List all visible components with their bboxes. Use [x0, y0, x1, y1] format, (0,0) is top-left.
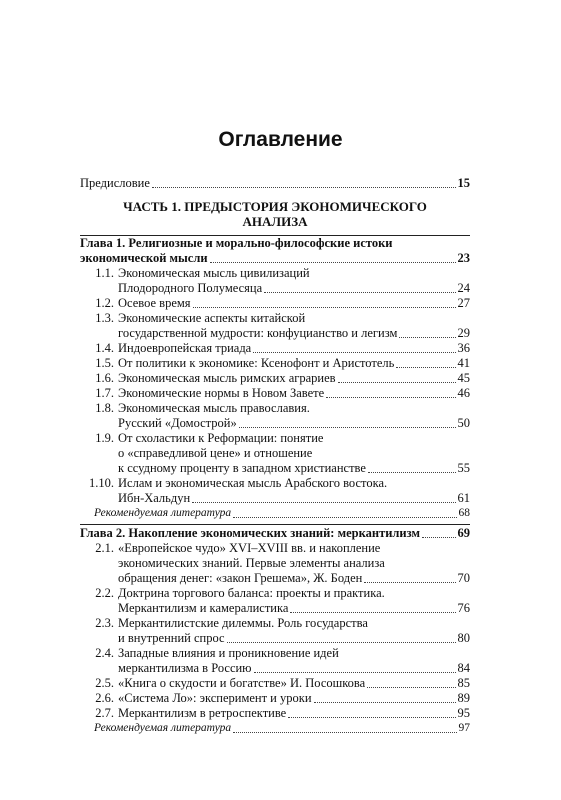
leader-dots — [367, 687, 455, 688]
toc-entry-number: 1.7. — [95, 385, 114, 400]
toc-chapter-1[interactable] — [80, 236, 470, 266]
chapter-2-items — [95, 540, 470, 721]
toc-entry-title-line: Плодородного Полумесяца — [118, 280, 263, 295]
toc-entry-title-line: экономических знаний. Первые элементы анализа — [118, 555, 385, 570]
page-title: Оглавление — [218, 128, 343, 151]
toc-entry-page: 76 — [457, 600, 470, 615]
part-heading-line2: АНАЛИЗА — [242, 214, 308, 229]
leader-dots — [396, 367, 455, 368]
leader-dots — [233, 517, 456, 518]
toc-recommended-literature-2[interactable] — [94, 721, 470, 736]
leader-dots — [233, 732, 456, 733]
toc-entry[interactable] — [95, 265, 470, 296]
toc-entry-title-line: к ссудному проценту в западном христианстве — [118, 460, 366, 475]
toc-entry-number: 1.5. — [95, 355, 114, 370]
toc-entry-number: 1.9. — [95, 430, 114, 445]
leader-dots — [326, 397, 455, 398]
toc-entry-page: 70 — [457, 570, 470, 585]
toc-entry-page: 45 — [457, 370, 470, 385]
table-of-contents — [80, 176, 470, 736]
leader-dots — [399, 337, 455, 338]
toc-entry[interactable] — [95, 585, 470, 616]
toc-recommended-literature-1[interactable] — [94, 506, 470, 521]
toc-entry-page: 89 — [457, 690, 470, 705]
part-heading — [80, 199, 470, 229]
leader-dots — [288, 717, 455, 718]
leader-dots — [227, 642, 456, 643]
toc-entry-title-line: и внутренний спрос — [118, 630, 225, 645]
toc-entry[interactable] — [95, 310, 470, 341]
toc-entry-title-line: «Европейское чудо» XVI–XVIII вв. и накопление — [118, 540, 381, 555]
toc-entry-title-line: Осевое время — [118, 295, 191, 310]
toc-entry-page: 80 — [457, 630, 470, 645]
toc-entry-page: 46 — [457, 385, 470, 400]
toc-entry[interactable] — [95, 370, 470, 386]
toc-entry-number: 2.3. — [95, 615, 114, 630]
toc-entry-page: 61 — [457, 490, 470, 505]
toc-entry[interactable] — [95, 295, 470, 311]
toc-entry[interactable] — [95, 675, 470, 691]
toc-entry-number: 1.1. — [95, 265, 114, 280]
toc-entry-title-line: Экономические нормы в Новом Завете — [118, 385, 325, 400]
toc-entry-title-line: Западные влияния и проникновение идей — [118, 645, 339, 660]
toc-entry-number: 1.10. — [89, 475, 114, 490]
rec-page: 97 — [458, 721, 470, 734]
rec-label: Рекомендуемая литература — [94, 506, 232, 519]
chapter-1-items — [89, 265, 470, 506]
toc-entry[interactable] — [95, 340, 470, 356]
toc-entry-title-line: Экономическая мысль цивилизаций — [118, 265, 310, 280]
rec-label: Рекомендуемая литература — [94, 721, 232, 734]
toc-preface[interactable] — [80, 176, 470, 191]
toc-entry-page: 41 — [457, 355, 470, 370]
toc-preface-label: Предисловие — [80, 176, 150, 190]
chapter-1-page: 23 — [457, 250, 470, 265]
toc-entry-page: 27 — [457, 295, 470, 310]
leader-dots — [254, 672, 456, 673]
toc-entry-number: 2.4. — [95, 645, 114, 660]
part-heading-line1: ЧАСТЬ 1. ПРЕДЫСТОРИЯ ЭКОНОМИЧЕСКОГО — [123, 199, 427, 214]
leader-dots — [338, 382, 456, 383]
toc-entry-title-line: о «справедливой цене» и отношение — [118, 445, 313, 460]
toc-entry-title-line: Доктрина торгового баланса: проекты и практика. — [118, 585, 385, 600]
toc-entry-number: 2.6. — [95, 690, 114, 705]
leader-dots — [239, 427, 456, 428]
toc-entry-title-line: Ибн-Хальдун — [118, 490, 191, 505]
toc-entry-page: 55 — [457, 460, 470, 475]
toc-entry-title-line: Индоевропейская триада — [118, 340, 252, 355]
toc-entry-number: 2.7. — [95, 705, 114, 720]
toc-entry-title-line: государственной мудрости: конфуцианство и легизм — [118, 325, 398, 340]
toc-entry-page: 24 — [457, 280, 470, 295]
toc-entry-title-line: Русский «Домострой» — [118, 415, 237, 430]
chapter-1-title-line2: экономической мысли — [80, 250, 208, 265]
leader-dots — [193, 307, 456, 308]
leader-dots — [253, 352, 455, 353]
toc-entry-title-line: меркантилизма в Россию — [118, 660, 252, 675]
toc-entry-number: 1.8. — [95, 400, 114, 415]
toc-entry-number: 1.4. — [95, 340, 114, 355]
leader-dots — [314, 702, 456, 703]
toc-entry[interactable] — [95, 355, 470, 371]
toc-entry-page: 29 — [457, 325, 470, 340]
toc-entry-title-line: «Книга о скудости и богатстве» И. Посошкова — [118, 675, 366, 690]
toc-entry-title-line: Меркантилистские дилеммы. Роль государства — [118, 615, 368, 630]
toc-entry[interactable] — [95, 690, 470, 706]
toc-entry-title-line: Экономическая мысль православия. — [118, 400, 310, 415]
toc-entry[interactable] — [95, 430, 470, 476]
toc-entry[interactable] — [95, 615, 470, 646]
toc-preface-page: 15 — [457, 176, 470, 190]
toc-entry-title-line: От схоластики к Реформации: понятие — [118, 430, 324, 445]
toc-entry[interactable] — [95, 540, 470, 586]
toc-entry-page: 95 — [457, 705, 470, 720]
toc-entry[interactable] — [95, 705, 470, 721]
toc-entry-number: 2.5. — [95, 675, 114, 690]
toc-entry-page: 36 — [457, 340, 470, 355]
toc-entry-title-line: «Система Ло»: эксперимент и уроки — [118, 690, 312, 705]
leader-dots — [290, 612, 455, 613]
leader-dots — [210, 262, 456, 263]
toc-entry-title-line: обращения денег: «закон Грешема», Ж. Боден — [118, 570, 363, 585]
toc-entry[interactable] — [95, 645, 470, 676]
toc-chapter-2[interactable] — [80, 526, 470, 541]
toc-entry-number: 1.2. — [95, 295, 114, 310]
toc-entry-title-line: Ислам и экономическая мысль Арабского востока. — [118, 475, 388, 490]
toc-entry[interactable] — [95, 400, 470, 431]
chapter-2-page: 69 — [457, 525, 470, 540]
leader-dots — [364, 582, 455, 583]
toc-entry-title-line: Меркантилизм в ретроспективе — [118, 705, 287, 720]
toc-entry-page: 84 — [457, 660, 470, 675]
toc-entry-title-line: Экономическая мысль римских аграриев — [118, 370, 336, 385]
toc-entry-title-line: Меркантилизм и камералистика — [118, 600, 289, 615]
toc-entry-number: 1.3. — [95, 310, 114, 325]
leader-dots — [192, 502, 455, 503]
leader-dots — [422, 537, 456, 538]
leader-dots — [264, 292, 455, 293]
toc-entry-number: 2.1. — [95, 540, 114, 555]
chapter-2-title: Глава 2. Накопление экономических знаний: меркантилизм — [80, 525, 420, 540]
rec-page: 68 — [458, 506, 470, 519]
toc-entry-number: 1.6. — [95, 370, 114, 385]
toc-entry-title-line: Экономические аспекты китайской — [118, 310, 306, 325]
toc-entry-number: 2.2. — [95, 585, 114, 600]
chapter-1-title-line1: Глава 1. Религиозные и морально-философские истоки — [80, 236, 393, 250]
leader-dots — [152, 187, 456, 188]
toc-entry-page: 85 — [457, 675, 470, 690]
toc-entry-page: 50 — [457, 415, 470, 430]
toc-entry-title-line: От политики к экономике: Ксенофонт и Аристотель — [118, 355, 395, 370]
leader-dots — [368, 472, 456, 473]
toc-entry[interactable] — [89, 475, 470, 506]
toc-entry[interactable] — [95, 385, 470, 401]
